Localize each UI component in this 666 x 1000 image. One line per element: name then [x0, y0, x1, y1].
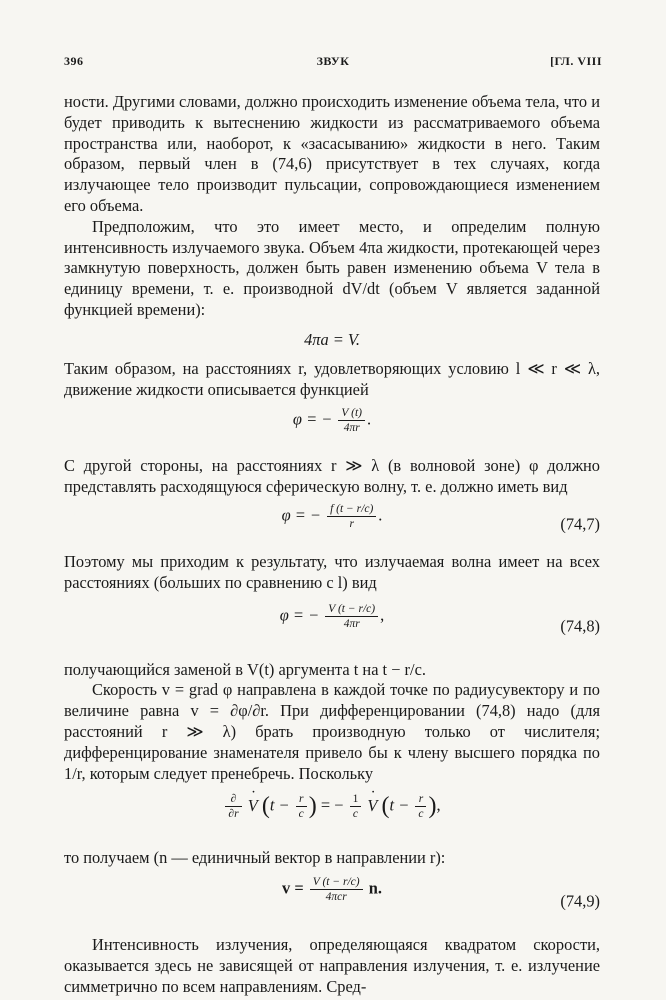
- fraction-denominator: c: [418, 808, 424, 821]
- equation-number: (74,8): [560, 616, 600, 636]
- fraction-denominator: 4πr: [343, 617, 360, 630]
- fraction-numerator: 1: [350, 792, 362, 807]
- chapter-label: [ГЛ. VIII: [550, 54, 602, 68]
- fraction-denominator: ∂r: [228, 808, 239, 821]
- equation-text: 4πa = V.: [304, 329, 360, 349]
- paragraph-9: Интенсивность излучения, определяющаяся квадратом скорости, оказывается здесь не зависящей от направления излучения, т. е. излучение симметрично по всем направлениям. Сред-: [64, 935, 600, 996]
- paragraph-7: Скорость v = grad φ направлена в каждой точке по радиусувектору и по величине равна v = ∂φ/∂r. При дифференцировании (74,8) надо (для расстояний r ≫ λ) брать производную только от числителя; дифференцирование знаменателя привело бы к члену высшего порядка по 1/r, которым следует пренебречь. Поскольку: [64, 680, 600, 783]
- paragraph-5: Поэтому мы приходим к результату, что излучаемая волна имеет на всех расстояниях (больших по сравнению с l) вид: [64, 551, 600, 592]
- page-number: 396: [64, 54, 84, 68]
- unit-vector-n: n.: [368, 878, 382, 898]
- running-title: ЗВУК: [316, 54, 350, 68]
- equation-74-9: [64, 869, 600, 935]
- fraction-r-c: [415, 792, 426, 821]
- equation-74-8: φ = − $\frac{V (t - r/c)}{4\pi r}$ , (74,8): [279, 602, 600, 636]
- paragraph-8: то получаем (n — единичный вектор в направлении r):: [64, 848, 446, 868]
- argument: t −: [389, 795, 410, 815]
- paragraph-2: Предположим, что это имеет место, и определим полную интенсивность излучаемого звука. Объем 4πа жидкости, протекающей через замкнутую поверхность, должен быть равен изменению объема V тела в единицу времени, т. е. производной dV/dt (объем V является заданной функцией времени):: [64, 216, 600, 319]
- fraction-numerator: V (t): [338, 406, 365, 421]
- equation-74-7: φ = − $\frac{f (t - r/c)}{r}$ . (74,7): [281, 502, 600, 534]
- fraction: [327, 502, 376, 531]
- equation-number: (74,7): [560, 514, 600, 534]
- equation-lhs: φ = −: [279, 604, 320, 624]
- fraction-numerator: f (t − r/c): [327, 502, 376, 517]
- equation-4pia: [64, 321, 600, 359]
- fraction-denominator: r: [349, 517, 354, 530]
- fraction-denominator: c: [298, 808, 304, 821]
- equation-lhs: φ = −: [292, 409, 333, 429]
- fraction-one-c: [350, 792, 362, 821]
- equation-phi-near: φ = − $\frac{V (t)}{4\pi r}$ .: [292, 407, 372, 435]
- paragraph-6: получающийся заменой в V(t) аргумента t на t − r/c.: [64, 659, 426, 679]
- v-dot-symbol: ˙ V: [248, 796, 258, 817]
- v-dot-symbol: ˙ V: [367, 796, 377, 817]
- paragraph-1: ности. Другими словами, должно происходить изменение объема тела, что и будет приводить к вытеснению жидкости из рассматриваемого объема пространства или, наоборот, к «засасыванию» жидкости в него. Таким образом, первый член в (74,6) присутствует в тех случаях, когда излучающее тело производит пульсации, сопровождающиеся изменением его объема.: [64, 92, 600, 215]
- body-text: [64, 92, 600, 998]
- equation-lhs: v =: [282, 878, 304, 898]
- fraction-numerator: r: [296, 792, 307, 807]
- fraction-denominator: 4πr: [343, 422, 360, 435]
- fraction-numerator: ∂: [225, 792, 241, 807]
- fraction: [338, 406, 365, 435]
- fraction-r-c: [296, 792, 307, 821]
- fraction: [310, 875, 363, 904]
- fraction-denominator: c: [352, 808, 358, 821]
- paragraph-3: Таким образом, на расстояниях r, удовлетворяющих условию l ≪ r ≪ λ, движение жидкости описывается функцией: [64, 358, 600, 399]
- fraction-denominator: 4πcr: [325, 891, 347, 904]
- equation-derivative: $\frac{\partial}{\partial r}$ ˙ V (t − $\frac{r}{c}$ ) = − $\frac{1}{c}$ ˙ V (t − $\frac{r}{c}$ ),: [64, 784, 600, 848]
- argument: t −: [269, 795, 290, 815]
- equation-number: (74,9): [560, 891, 600, 911]
- equals-minus: = −: [320, 795, 344, 815]
- fraction-derivative: [225, 792, 241, 821]
- fraction-numerator: V (t − r/c): [310, 875, 363, 890]
- paragraph-4: С другой стороны, на расстояниях r ≫ λ (в волновой зоне) φ должно представлять расходящуюся сферическую волну, т. е. должно иметь вид: [64, 456, 600, 497]
- fraction-numerator: r: [415, 792, 426, 807]
- fraction: [325, 602, 378, 631]
- equation-lhs: φ = −: [281, 505, 321, 525]
- fraction-numerator: V (t − r/c): [325, 602, 378, 617]
